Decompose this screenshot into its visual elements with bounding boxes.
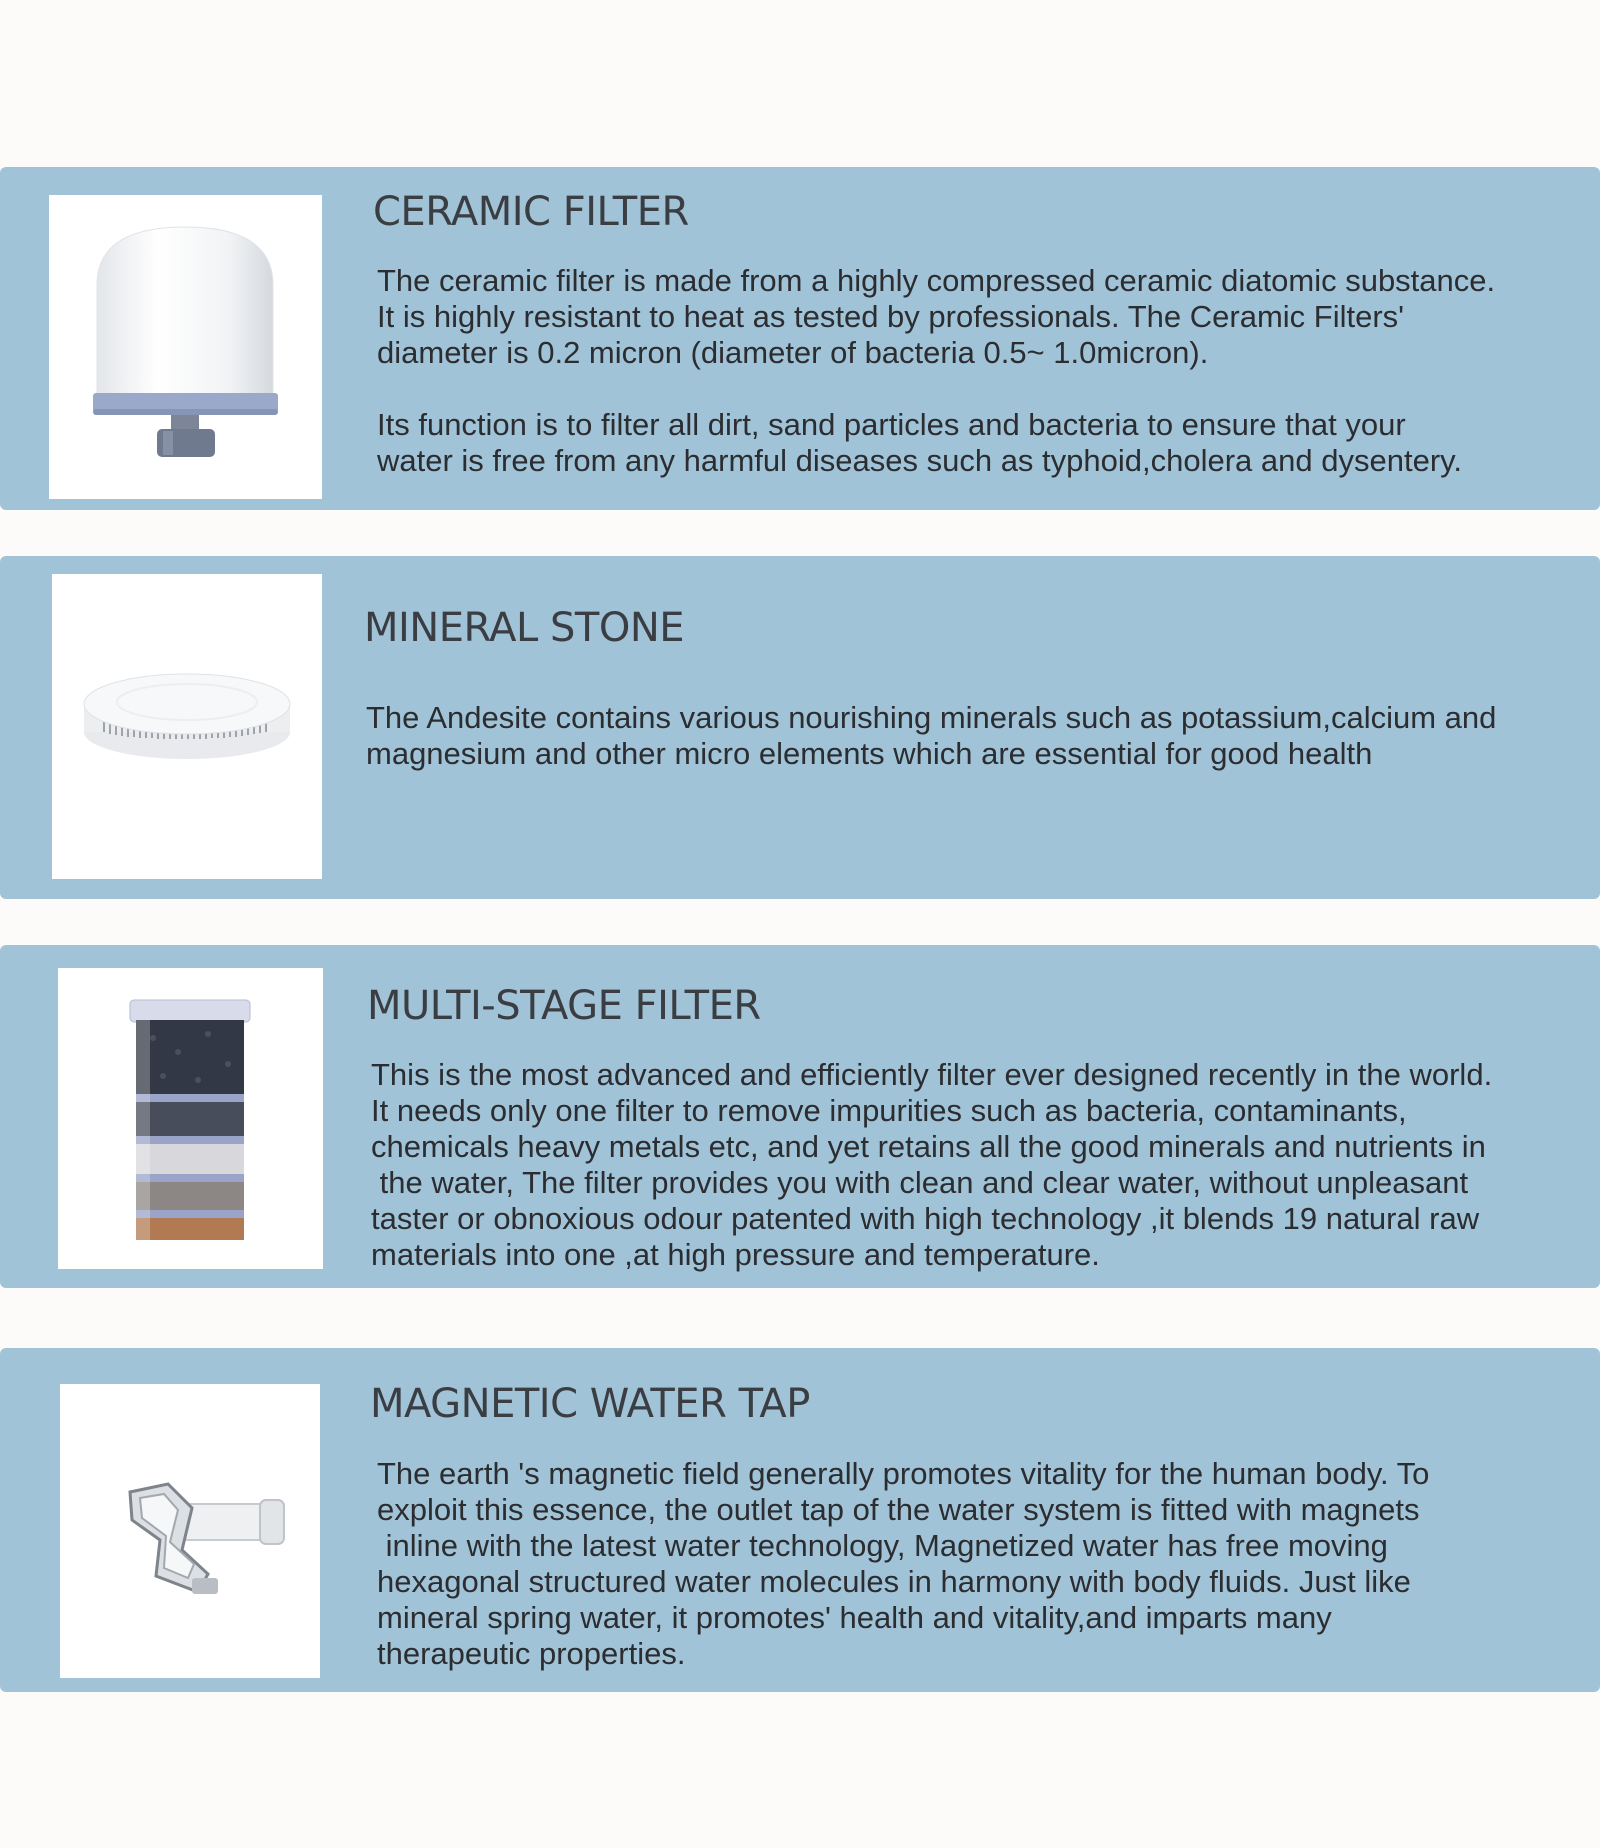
section-title: CERAMIC FILTER [373,189,689,235]
description-line: The Andesite contains various nourishing minerals such as potassium,calcium and [366,700,1497,735]
mineral-stone-image [52,574,322,879]
description-line: inline with the latest water technology, Magnetized water has free moving [377,1528,1388,1563]
description-line: It is highly resistant to heat as tested by professionals. The Ceramic Filters' [377,299,1405,334]
description-line: hexagonal structured water molecules in harmony with body fluids. Just like [377,1564,1411,1599]
description-line: therapeutic properties. [377,1636,686,1671]
description-line: The earth 's magnetic field generally promotes vitality for the human body. To [377,1456,1430,1491]
description-line: exploit this essence, the outlet tap of the water system is fitted with magnets [377,1492,1420,1527]
multi-stage-filter-card [0,945,1600,1288]
description-line: taster or obnoxious odour patented with high technology ,it blends 19 natural raw [371,1201,1480,1236]
multi-stage-filter-icon [58,968,323,1269]
description-line: water is free from any harmful diseases such as typhoid,cholera and dysentery. [377,443,1462,478]
description-line: Its function is to filter all dirt, sand particles and bacteria to ensure that your [377,407,1406,442]
description-line: the water, The filter provides you with clean and clear water, without unpleasant [371,1165,1469,1200]
section-description [377,1456,1429,1672]
mineral-stone-icon [52,574,322,879]
water-tap-icon [60,1384,320,1678]
description-line: mineral spring water, it promotes' health and vitality,and imparts many [377,1600,1332,1635]
magnetic-water-tap-card [0,1348,1600,1692]
section-description [377,263,1495,479]
description-line: diameter is 0.2 micron (diameter of bacteria 0.5~ 1.0micron). [377,335,1209,370]
magnetic-water-tap-image [60,1384,320,1678]
description-line: This is the most advanced and efficiently filter ever designed recently in the world. [371,1057,1493,1092]
section-description [366,700,1496,772]
ceramic-filter-card [0,167,1600,510]
description-line: materials into one ,at high pressure and temperature. [371,1237,1100,1272]
description-line: magnesium and other micro elements which are essential for good health [366,736,1373,771]
section-title: MAGNETIC WATER TAP [370,1381,810,1427]
description-line: The ceramic filter is made from a highly compressed ceramic diatomic substance. [377,263,1496,298]
section-title: MINERAL STONE [364,605,685,651]
description-line: It needs only one filter to remove impurities such as bacteria, contaminants, [371,1093,1407,1128]
mineral-stone-card [0,556,1600,899]
multi-stage-filter-image [58,968,323,1269]
description-line: chemicals heavy metals etc, and yet retains all the good minerals and nutrients in [371,1129,1486,1164]
paragraph-gap [377,371,1495,407]
ceramic-filter-icon [49,195,322,499]
section-description [371,1057,1492,1273]
section-title: MULTI-STAGE FILTER [367,983,761,1029]
ceramic-filter-image [49,195,322,499]
